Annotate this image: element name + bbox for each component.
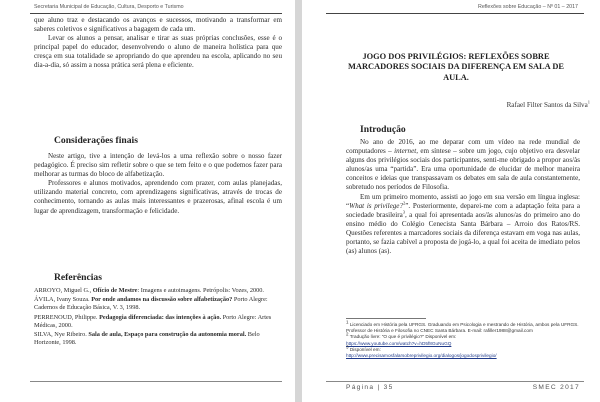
final-considerations-heading: Considerações finais bbox=[54, 135, 138, 146]
footnote-text: Licenciado em História pela UFRGS. Graduando em Psicologia e mestrando de História, ambos pela UFRGS. Professor de História e Filosofia no CNEC Santa Bárbara. E-mail: rafiller1988@gmail.com bbox=[346, 322, 579, 334]
emphasis-text: What is privilege? bbox=[349, 201, 404, 210]
footnote-mark: 2 bbox=[346, 331, 349, 337]
reference-author: SILVA, Nye Ribeiro. bbox=[34, 331, 87, 339]
reference-item bbox=[34, 314, 282, 330]
reference-item bbox=[34, 287, 282, 295]
author-name: Rafael Filter Santos da Silva bbox=[506, 101, 588, 109]
page-number: 35 bbox=[383, 384, 394, 391]
body-paragraph: Levar os alunos a pensar, analisar e tirar as suas próprias conclusões, esse é o principal papel do educador, desenvolvendo o aluno de maneira holística para que cresça em sua totalidade se apropriando do que aprendeu na escola, aplicando no seu dia-a-dia, só assim a nossa prática será plena e eficiente. bbox=[34, 34, 282, 70]
body-paragraph: que aluno traz e destacando os avanços e sucessos, motivando a transformar em saberes coletivos e significativos a bagagem de cada um. bbox=[34, 16, 282, 34]
footnote-text: Tradução livre: “O que é privilégio?” Disponível em: bbox=[349, 334, 457, 340]
right-footer-rule bbox=[326, 381, 584, 382]
left-header-rule bbox=[30, 13, 282, 14]
reference-title: Por onde andamos na discussão sobre alfabetização? bbox=[91, 296, 233, 304]
footnote-mark: 3 bbox=[346, 344, 349, 350]
reference-title: Pedagogia diferenciada: das intenções à ação. bbox=[99, 313, 222, 321]
footnote-2 bbox=[346, 331, 580, 346]
reference-rest: Porto Alegre: Artes Médicas, 2000. bbox=[34, 313, 272, 329]
right-page bbox=[302, 0, 600, 402]
footnotes bbox=[346, 319, 580, 359]
text-run: Em um primeiro momento, assisti ao jogo em sua versão em língua inglesa: “ bbox=[346, 192, 580, 210]
book-gutter bbox=[295, 0, 302, 402]
right-body-text bbox=[346, 138, 580, 256]
footnote-link[interactable]: https://www.youtube.com/watch?v=hD5f8GuNuGQ bbox=[346, 340, 452, 346]
footnote-separator bbox=[346, 318, 426, 319]
footnote-3 bbox=[346, 344, 580, 359]
text-run: No ano de 2016, ao me deparar com um vídeo na rede mundial de computadores – bbox=[346, 138, 580, 156]
body-paragraph bbox=[346, 193, 580, 257]
right-running-head: Reflexões sobre Educação – Nº 01 – 2017 bbox=[478, 4, 578, 10]
text-run: , a qual foi apresentada aos/às alunos/as do primeiro ano do ensino médio do Colégio Cenecista Santa Bárbara – Arroio dos Ratos/RS. Questões referentes a marcadores sociais da diferença estavam em voga nas aulas, portanto, se fazia cabível a proposta de jogá-lo, a qual foi aceita de imediato pelos (as) alunos (as). bbox=[346, 210, 580, 256]
left-final-text bbox=[34, 152, 282, 216]
right-header-rule bbox=[326, 13, 584, 14]
footnote-text: Disponível em: bbox=[349, 346, 381, 352]
body-paragraph: Neste artigo, tive a intenção de levá-los a uma reflexão sobre o nosso fazer pedagógico. É preciso sim refletir sobre o que se tem feito e o que podemos fazer para melhorar as turmas do bloco de alfabetização. bbox=[34, 152, 282, 179]
references-heading: Referências bbox=[54, 272, 102, 283]
references-list bbox=[34, 287, 282, 349]
footer-right-label: SMEC 2017 bbox=[532, 384, 580, 391]
reference-rest: Porto Alegre: Cadernos de Educação Básica, V. 3, 1998. bbox=[34, 296, 268, 312]
article-title: JOGO DOS PRIVILÉGIOS: REFLEXÕES SOBRE MARCADORES SOCIAIS DA DIFERENÇA EM SALA DE AULA. bbox=[348, 52, 564, 82]
left-running-head: Secretaria Municipal de Educação, Cultura, Desporto e Turismo bbox=[34, 4, 184, 10]
left-page bbox=[0, 0, 295, 402]
text-run: , em síntese – sobre um jogo, cujo objetivo era desvelar alguns dos privilégios sociais dos participantes, senti-me obrigado a propor aos/às alunos/as uma “partida”. Era uma oportunidade de elucidar de melhor maneira conceitos e ideias que transpassavam os debates em sala de aula constantemente, sobretudo nos períodos de Filosofia. bbox=[346, 147, 580, 192]
reference-author: PERRENOUD, Philippe. bbox=[34, 313, 98, 321]
body-paragraph: Professores e alunos motivados, aprendendo com prazer, com aulas planejadas, utilizando material concreto, com aprendizagens significativas, através de trocas de conhecimento, tornando as aulas mais interessantes e prazerosas, afinal escola é um lugar de aprendizagem, transformação e felicidade. bbox=[34, 179, 282, 215]
footnote-link[interactable]: http://www.precisamosfalarsobreprivilegio.org/dialogos/jogodosprivilegio/ bbox=[346, 353, 497, 359]
reference-rest: : Imagens e autoimagens. Petrópolis: Vozes, 2000. bbox=[137, 287, 264, 294]
reference-rest: Belo Horizonte, 1998. bbox=[34, 331, 260, 347]
text-run: ”. Posteriormente, deparei-me com a adaptação feita para a sociedade brasileira bbox=[346, 201, 581, 219]
reference-author: ÁVILA, Ivany Souza. bbox=[34, 296, 90, 304]
introduction-heading: Introdução bbox=[360, 124, 406, 135]
article-author bbox=[507, 101, 590, 109]
left-intro-text bbox=[34, 16, 282, 71]
emphasis-text: internet bbox=[394, 147, 417, 156]
reference-title: Sala de aula, Espaço para construção da autonomia moral. bbox=[88, 331, 247, 339]
footnote-mark: 3 bbox=[402, 209, 405, 215]
reference-item bbox=[34, 331, 282, 347]
left-footer-rule bbox=[30, 381, 282, 382]
footnote-mark: 2 bbox=[403, 200, 406, 206]
footnote-mark: 1 bbox=[587, 99, 590, 105]
footnote-mark: 1 bbox=[346, 319, 349, 325]
page-number-footer: Página | 35 bbox=[346, 384, 394, 391]
reference-title: Ofício de Mestre bbox=[92, 287, 138, 294]
reference-author: ARROYO, Miguel G., bbox=[34, 287, 92, 294]
reference-item bbox=[34, 296, 282, 312]
page-label: Página bbox=[346, 384, 375, 391]
body-paragraph bbox=[346, 138, 580, 193]
footnote-1 bbox=[346, 319, 580, 334]
